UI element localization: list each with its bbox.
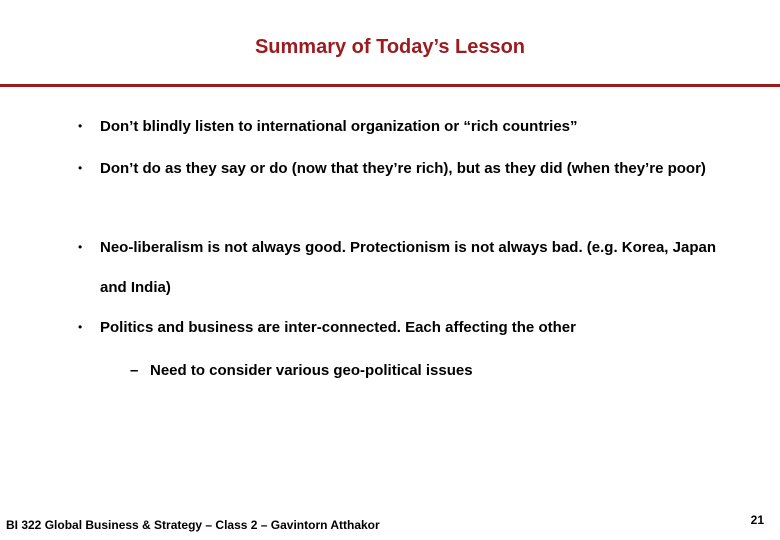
sub-bullet-item: Need to consider various geo-political issues <box>150 362 473 379</box>
title-divider <box>0 84 780 87</box>
bullet-marker: • <box>78 119 83 133</box>
page-number: 21 <box>750 513 764 527</box>
slide-title: Summary of Today’s Lesson <box>254 36 526 58</box>
bullet-marker: • <box>78 320 83 334</box>
sub-bullet-marker: – <box>130 362 139 379</box>
bullet-item-4: Politics and business are inter-connected. Each affecting the other <box>100 319 576 336</box>
bullet-marker: • <box>78 240 83 254</box>
bullet-item-3: Neo-liberalism is not always good. Protectionism is not always bad. (e.g. Korea, Japan and India) <box>100 239 716 296</box>
bullet-marker: • <box>78 161 83 175</box>
bullet-item-1: Don’t blindly listen to international organization or “rich countries” <box>100 118 578 135</box>
bullet-item-2: Don’t do as they say or do (now that they’re rich), but as they did (when they’re poor) <box>100 160 706 177</box>
slide-footer: BI 322 Global Business & Strategy – Class 2 – Gavintorn Atthakor <box>6 518 380 532</box>
